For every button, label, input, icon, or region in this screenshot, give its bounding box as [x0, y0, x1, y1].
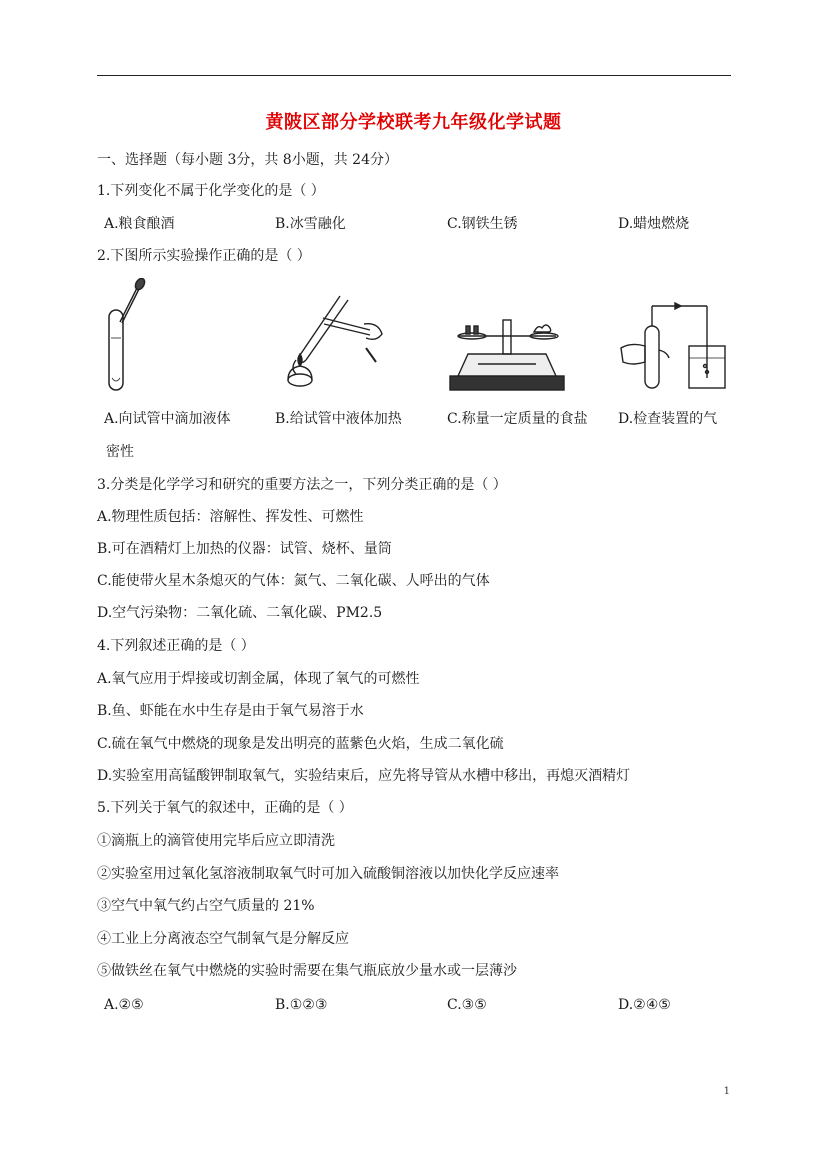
balance-scale-figure: [448, 314, 566, 394]
q2-option-c: C.称量一定质量的食盐: [447, 411, 588, 427]
dropper-test-tube-figure: [100, 278, 150, 396]
q4-option-a: A.氧气应用于焊接或切割金属，体现了氧气的可燃性: [97, 671, 420, 687]
q5-option-d: D.②④⑤: [618, 997, 671, 1013]
page-number: 1: [723, 1086, 730, 1097]
q5-option-b: B.①②③: [275, 997, 328, 1013]
q5-stem: 5.下列关于氧气的叙述中，正确的是（ ）: [97, 800, 353, 816]
q2-option-b: B.给试管中液体加热: [275, 411, 402, 427]
q4-option-d: D.实验室用高锰酸钾制取氧气，实验结束后，应先将导管从水槽中移出，再熄灭酒精灯: [97, 768, 631, 784]
q2-option-d-continued: 密性: [106, 444, 134, 460]
airtightness-check-figure: [617, 300, 727, 392]
q3-option-c: C.能使带火星木条熄灭的气体：氮气、二氧化碳、人呼出的气体: [97, 573, 490, 589]
q1-option-d: D.蜡烛燃烧: [618, 216, 690, 232]
q1-stem: 1.下列变化不属于化学变化的是（ ）: [97, 183, 325, 199]
q5-statement-5: ⑤做铁丝在氧气中燃烧的实验时需要在集气瓶底放少量水或一层薄沙: [97, 963, 517, 979]
section-heading: 一、选择题（每小题 3分，共 8小题，共 24分）: [97, 152, 398, 168]
q5-statement-3: ③空气中氧气约占空气质量的 21%: [97, 898, 315, 914]
q3-option-a: A.物理性质包括：溶解性、挥发性、可燃性: [97, 509, 364, 525]
q1-option-c: C.钢铁生锈: [447, 216, 518, 232]
q3-option-d: D.空气污染物：二氧化硫、二氧化碳、PM2.5: [97, 605, 383, 621]
q5-option-c: C.③⑤: [447, 997, 487, 1013]
q2-option-d: D.检查装置的气: [618, 411, 718, 427]
q1-option-b: B.冰雪融化: [275, 216, 346, 232]
q5-option-a: A.②⑤: [104, 997, 144, 1013]
heating-test-tube-figure: [278, 288, 388, 388]
q2-option-a: A.向试管中滴加液体: [104, 411, 231, 427]
q2-stem: 2.下图所示实验操作正确的是（ ）: [97, 248, 311, 264]
q3-option-b: B.可在酒精灯上加热的仪器：试管、烧杯、量筒: [97, 541, 392, 557]
q5-statement-4: ④工业上分离液态空气制氧气是分解反应: [97, 931, 349, 947]
q4-stem: 4.下列叙述正确的是（ ）: [97, 638, 255, 654]
q3-stem: 3.分类是化学学习和研究的重要方法之一，下列分类正确的是（ ）: [97, 477, 507, 493]
q4-option-c: C.硫在氧气中燃烧的现象是发出明亮的蓝紫色火焰，生成二氧化硫: [97, 736, 504, 752]
q5-statement-2: ②实验室用过氧化氢溶液制取氧气时可加入硫酸铜溶液以加快化学反应速率: [97, 866, 559, 882]
header-rule: [97, 75, 731, 76]
q5-statement-1: ①滴瓶上的滴管使用完毕后应立即清洗: [97, 833, 335, 849]
page-title: 黄陂区部分学校联考九年级化学试题: [265, 112, 562, 133]
q4-option-b: B.鱼、虾能在水中生存是由于氧气易溶于水: [97, 703, 364, 719]
q1-option-a: A.粮食酿酒: [104, 216, 175, 232]
